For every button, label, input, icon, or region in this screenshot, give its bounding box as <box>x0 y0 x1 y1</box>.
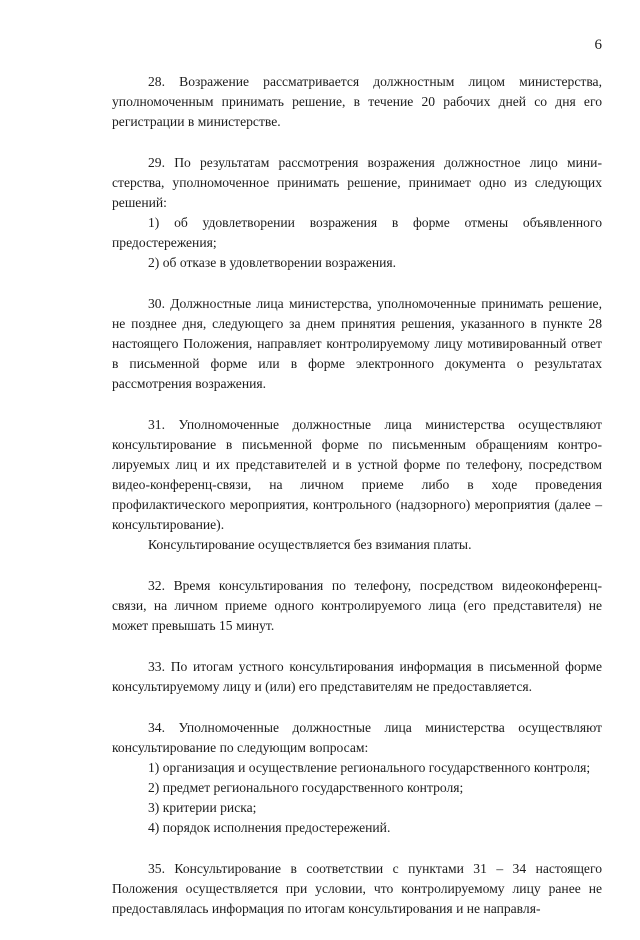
document-body <box>112 72 602 940</box>
clause-paragraph: 32. Время консультирования по телефону, посредством видеоконференц-связи, на личном приеме одного контролируемого лица (его представителя) не может превышать 15 минут. <box>112 578 602 633</box>
clause-28 <box>112 72 602 132</box>
clause-paragraph: 30. Должностные лица министерства, уполномоченные принимать решение, не позднее дня, следующего за днем принятия решения, указанного в пункте 28 настоящего Положения, направляет контролируемому лицу мотивированный ответ в письменной форме или в форме электронного документа о результатах рассмотрения возражения. <box>112 296 602 391</box>
list-item: 4) порядок исполнения предостережений. <box>148 820 391 835</box>
clause-34 <box>112 718 602 838</box>
clause-paragraph: 31. Уполномоченные должностные лица министерства осуществляют консультирование в письменной форме по письменным обращениям контролируемых лиц и их представителей и в устной форме по телефону, посредством видео-конференц-связи, на личном приеме либо в ходе проведения профилактического мероприятия, контрольного (надзорного) мероприятия (далее – консультирование). <box>112 417 602 532</box>
list-item: 2) предмет регионального государственного контроля; <box>148 780 464 795</box>
page-number: 6 <box>594 37 602 53</box>
clause-paragraph: 34. Уполномоченные должностные лица министерства осуществляют консультирование по следующим вопросам: <box>112 720 602 755</box>
list-item: 3) критерии риска; <box>148 800 257 815</box>
list-item: 1) об удовлетворении возражения в форме отмены объявленного предостережения; <box>112 215 602 250</box>
clause-29 <box>112 153 602 273</box>
clause-35 <box>112 859 602 919</box>
clause-31 <box>112 415 602 555</box>
clause-30 <box>112 294 602 394</box>
clause-32 <box>112 576 602 636</box>
clause-paragraph: 28. Возражение рассматривается должностным лицом министерства, уполномоченным принимать решение, в течение 20 рабочих дней со дня его регистрации в министерстве. <box>112 74 602 129</box>
list-item: 2) об отказе в удовлетворении возражения. <box>148 255 397 270</box>
clause-33 <box>112 657 602 697</box>
list-item: 1) организация и осуществление регионального государственного контроля; <box>148 760 591 775</box>
clause-paragraph: 33. По итогам устного консультирования информация в письменной форме консультируемому лицу и (или) его представителям не предоставляется. <box>112 659 602 694</box>
clause-paragraph: 35. Консультирование в соответствии с пунктами 31 – 34 настоящего Положения осуществляется при условии, что контролируемому лицу ранее не предоставлялась информация по итогам консультирования и не направля- <box>112 861 602 916</box>
clause-paragraph: Консультирование осуществляется без взимания платы. <box>148 537 472 552</box>
clause-paragraph: 29. По результатам рассмотрения возражения должностное лицо министерства, уполномоченное принимать решение, принимает одно из следующих решений: <box>112 155 602 210</box>
